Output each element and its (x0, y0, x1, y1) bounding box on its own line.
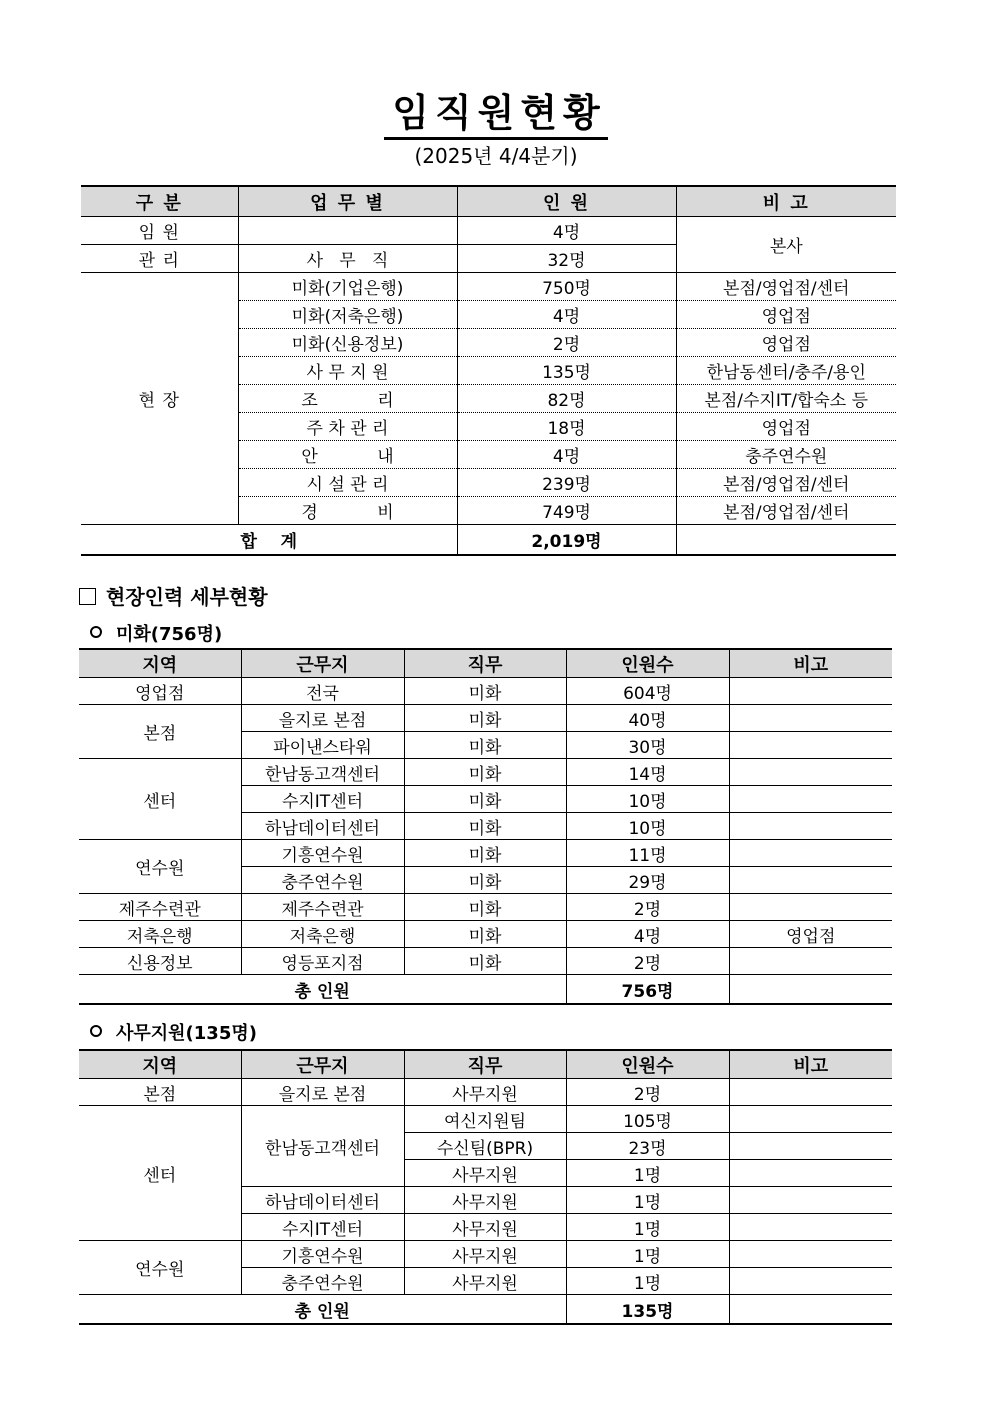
note-cell: 충주연수원 (676, 441, 896, 469)
column-header: 비고 (729, 1050, 892, 1079)
count-cell: 604명 (566, 678, 729, 705)
table-row (79, 840, 892, 867)
count-cell: 750명 (457, 273, 676, 301)
site-cell: 전국 (241, 678, 404, 705)
site-cell: 하남데이터센터 (241, 813, 404, 840)
count-cell: 4명 (457, 301, 676, 329)
task-cell: 미화(저축은행) (238, 301, 457, 329)
note-cell: 영업점 (676, 329, 896, 357)
count-cell: 239명 (457, 469, 676, 497)
note-cell: 영업점 (676, 413, 896, 441)
note-cell (729, 1241, 892, 1268)
site-cell: 한남동고객센터 (241, 1106, 404, 1187)
note-cell (729, 1106, 892, 1133)
note-cell: 영업점 (676, 301, 896, 329)
column-header: 지역 (79, 1050, 241, 1079)
column-header: 구 분 (81, 186, 238, 217)
duty-cell: 미화 (404, 678, 566, 705)
total-count: 756명 (566, 975, 729, 1005)
total-row (81, 525, 896, 556)
duty-cell: 미화 (404, 921, 566, 948)
count-cell: 29명 (566, 867, 729, 894)
count-cell: 1명 (566, 1187, 729, 1214)
note-cell (729, 732, 892, 759)
count-cell: 2명 (566, 948, 729, 975)
task-cell: 사 무 지 원 (238, 357, 457, 385)
staff-summary-table (81, 185, 896, 556)
note-cell (729, 894, 892, 921)
office-support-table (79, 1049, 892, 1325)
task-cell: 안 내 (238, 441, 457, 469)
column-header: 인 원 (457, 186, 676, 217)
count-cell: 4명 (566, 921, 729, 948)
note-cell (729, 1133, 892, 1160)
task-cell: 시 설 관 리 (238, 469, 457, 497)
note-cell (729, 1187, 892, 1214)
count-cell: 11명 (566, 840, 729, 867)
task-cell: 미화(신용정보) (238, 329, 457, 357)
count-cell: 1명 (566, 1214, 729, 1241)
duty-cell: 미화 (404, 894, 566, 921)
column-header: 인원수 (566, 1050, 729, 1079)
note-cell (729, 759, 892, 786)
count-cell: 32명 (457, 245, 676, 273)
table-row (79, 1079, 892, 1106)
total-row (79, 1295, 892, 1325)
site-cell: 영등포지점 (241, 948, 404, 975)
count-cell: 18명 (457, 413, 676, 441)
note-cell (729, 678, 892, 705)
note-cell (676, 525, 896, 556)
site-cell: 충주연수원 (241, 1268, 404, 1295)
count-cell: 749명 (457, 497, 676, 525)
note-cell: 한남동센터/충주/용인 (676, 357, 896, 385)
note-cell (729, 840, 892, 867)
note-cell (729, 1295, 892, 1325)
table-row (79, 1106, 892, 1133)
count-cell: 2명 (566, 1079, 729, 1106)
note-cell (729, 705, 892, 732)
section-heading: 현장인력 세부현황 (79, 581, 268, 610)
column-header: 비고 (729, 649, 892, 678)
table-header-row (79, 1050, 892, 1079)
note-cell (729, 1079, 892, 1106)
note-cell (729, 1268, 892, 1295)
count-cell: 105명 (566, 1106, 729, 1133)
total-count: 135명 (566, 1295, 729, 1325)
column-header: 인원수 (566, 649, 729, 678)
region-cell: 신용정보 (79, 948, 241, 975)
circle-bullet-icon (90, 626, 102, 638)
total-row (79, 975, 892, 1005)
count-cell: 40명 (566, 705, 729, 732)
total-label: 총 인원 (79, 1295, 566, 1325)
table-row (79, 705, 892, 732)
total-count: 2,019명 (457, 525, 676, 556)
site-cell: 기흥연수원 (241, 1241, 404, 1268)
region-cell: 제주수련관 (79, 894, 241, 921)
count-cell: 10명 (566, 813, 729, 840)
site-cell: 제주수련관 (241, 894, 404, 921)
count-cell: 135명 (457, 357, 676, 385)
task-cell: 조 리 (238, 385, 457, 413)
duty-cell: 미화 (404, 759, 566, 786)
site-cell: 수지IT센터 (241, 786, 404, 813)
region-cell: 본점 (79, 705, 241, 759)
site-cell: 을지로 본점 (241, 705, 404, 732)
duty-cell: 사무지원 (404, 1160, 566, 1187)
note-cell (729, 813, 892, 840)
duty-cell: 사무지원 (404, 1079, 566, 1106)
duty-cell: 미화 (404, 813, 566, 840)
count-cell: 4명 (457, 441, 676, 469)
region-cell: 본점 (79, 1079, 241, 1106)
duty-cell: 미화 (404, 732, 566, 759)
duty-cell: 사무지원 (404, 1187, 566, 1214)
column-header: 비 고 (676, 186, 896, 217)
page-title: 임직원현황 (0, 82, 992, 137)
count-cell: 1명 (566, 1268, 729, 1295)
note-cell (729, 1214, 892, 1241)
site-cell: 하남데이터센터 (241, 1187, 404, 1214)
column-header: 근무지 (241, 649, 404, 678)
page-subtitle: (2025년 4/4분기) (414, 144, 578, 168)
column-header: 지역 (79, 649, 241, 678)
duty-cell: 여신지원팀 (404, 1106, 566, 1133)
site-cell: 기흥연수원 (241, 840, 404, 867)
note-cell: 본점/수지IT/합숙소 등 (676, 385, 896, 413)
count-cell: 14명 (566, 759, 729, 786)
region-cell: 센터 (79, 1106, 241, 1241)
duty-cell: 미화 (404, 948, 566, 975)
task-cell: 경 비 (238, 497, 457, 525)
note-cell: 영업점 (729, 921, 892, 948)
total-label: 총 인원 (79, 975, 566, 1005)
count-cell: 23명 (566, 1133, 729, 1160)
note-cell: 본사 (676, 217, 896, 273)
table-row (81, 273, 896, 301)
count-cell: 10명 (566, 786, 729, 813)
cleaning-table (79, 648, 892, 1005)
table-row (81, 217, 896, 245)
site-cell: 수지IT센터 (241, 1214, 404, 1241)
duty-cell: 미화 (404, 840, 566, 867)
duty-cell: 사무지원 (404, 1241, 566, 1268)
column-header: 직무 (404, 1050, 566, 1079)
region-cell: 연수원 (79, 840, 241, 894)
count-cell: 4명 (457, 217, 676, 245)
site-cell: 파이낸스타워 (241, 732, 404, 759)
table-row (79, 894, 892, 921)
count-cell: 2명 (566, 894, 729, 921)
note-cell (729, 867, 892, 894)
note-cell: 본점/영업점/센터 (676, 273, 896, 301)
table-header-row (79, 649, 892, 678)
note-cell (729, 1160, 892, 1187)
duty-cell: 수신팀(BPR) (404, 1133, 566, 1160)
task-cell: 사 무 직 (238, 245, 457, 273)
count-cell: 1명 (566, 1160, 729, 1187)
task-cell: 미화(기업은행) (238, 273, 457, 301)
duty-cell: 미화 (404, 786, 566, 813)
note-cell (729, 786, 892, 813)
site-cell: 충주연수원 (241, 867, 404, 894)
table-row (79, 678, 892, 705)
site-cell: 을지로 본점 (241, 1079, 404, 1106)
count-cell: 1명 (566, 1241, 729, 1268)
category-cell: 현 장 (81, 273, 238, 525)
cleaning-heading: 미화(756명) (90, 620, 222, 646)
column-header: 직무 (404, 649, 566, 678)
note-cell: 본점/영업점/센터 (676, 497, 896, 525)
count-cell: 2명 (457, 329, 676, 357)
table-row (79, 1241, 892, 1268)
table-header-row (81, 186, 896, 217)
region-cell: 센터 (79, 759, 241, 840)
duty-cell: 미화 (404, 705, 566, 732)
task-cell: 주 차 관 리 (238, 413, 457, 441)
duty-cell: 미화 (404, 867, 566, 894)
table-row (79, 759, 892, 786)
region-cell: 연수원 (79, 1241, 241, 1295)
category-cell: 관 리 (81, 245, 238, 273)
office-heading: 사무지원(135명) (90, 1019, 257, 1045)
task-cell (238, 217, 457, 245)
count-cell: 30명 (566, 732, 729, 759)
circle-bullet-icon (90, 1025, 102, 1037)
note-cell (729, 948, 892, 975)
site-cell: 한남동고객센터 (241, 759, 404, 786)
table-row (79, 921, 892, 948)
duty-cell: 사무지원 (404, 1268, 566, 1295)
region-cell: 저축은행 (79, 921, 241, 948)
total-label: 합 계 (81, 525, 457, 556)
site-cell: 저축은행 (241, 921, 404, 948)
table-row (79, 948, 892, 975)
region-cell: 영업점 (79, 678, 241, 705)
note-cell: 본점/영업점/센터 (676, 469, 896, 497)
column-header: 업 무 별 (238, 186, 457, 217)
duty-cell: 사무지원 (404, 1214, 566, 1241)
column-header: 근무지 (241, 1050, 404, 1079)
checkbox-square-icon (79, 588, 96, 605)
category-cell: 임 원 (81, 217, 238, 245)
count-cell: 82명 (457, 385, 676, 413)
note-cell (729, 975, 892, 1005)
